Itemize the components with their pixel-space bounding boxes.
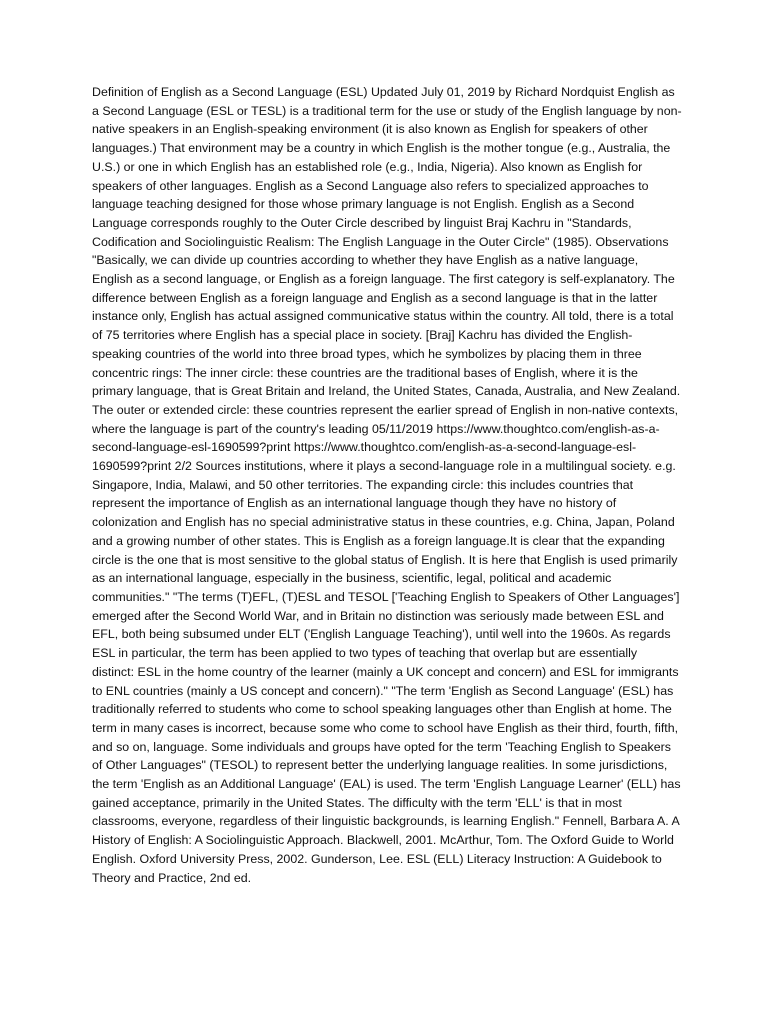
document-body-text: Definition of English as a Second Language (ESL) Updated July 01, 2019 by Richard Nordquist English as a Second Language (ESL or TESL) is a traditional term for the use or study of the English language by non-native speakers in an English-speaking environment (it is also known as English for speakers of other languages.) That environment may be a country in which English is the mother tongue (e.g., Australia, the U.S.) or one in which English has an established role (e.g., India, Nigeria). Also known as English for speakers of other languages. English as a Second Language also refers to specialized approaches to language teaching designed for those whose primary language is not English. English as a Second Language corresponds roughly to the Outer Circle described by linguist Braj Kachru in "Standards, Codification and Sociolinguistic Realism: The English Language in the Outer Circle" (1985). Observations "Basically, we can divide up countries according to whether they have English as a native language, English as a second language, or English as a foreign language. The first category is self-explanatory. The difference between English as a foreign language and English as a second language is that in the latter instance only, English has actual assigned communicative status within the country. All told, there is a total of 75 territories where English has a special place in society. [Braj] Kachru has divided the English-speaking countries of the world into three broad types, which he symbolizes by placing them in three concentric rings: The inner circle: these countries are the traditional bases of English, where it is the primary language, that is Great Britain and Ireland, the United States, Canada, Australia, and New Zealand. The outer or extended circle: these countries represent the earlier spread of English in non-native contexts, where the language is part of the country's leading 05/11/2019 https://www.thoughtco.com/english-as-a-second-language-esl-1690599?print https://www.thoughtco.com/english-as-a-second-language-esl-1690599?print 2/2 Sources institutions, where it plays a second-language role in a multilingual society. e.g. Singapore, India, Malawi, and 50 other territories. The expanding circle: this includes countries that represent the importance of English as an international language though they have no history of colonization and English has no special administrative status in these countries, e.g. China, Japan, Poland and a growing number of other states. This is English as a foreign language.It is clear that the expanding circle is the one that is most sensitive to the global status of English. It is here that English is used primarily as an international language, especially in the business, scientific, legal, political and academic communities." "The terms (T)EFL, (T)ESL and TESOL ['Teaching English to Speakers of Other Languages'] emerged after the Second World War, and in Britain no distinction was seriously made between ESL and EFL, both being subsumed under ELT ('English Language Teaching'), until well into the 1960s. As regards ESL in particular, the term has been applied to two types of teaching that overlap but are essentially distinct: ESL in the home country of the learner (mainly a UK concept and concern) and ESL for immigrants to ENL countries (mainly a US concept and concern)." "The term 'English as Second Language' (ESL) has traditionally referred to students who come to school speaking languages other than English at home. The term in many cases is incorrect, because some who come to school have English as their third, fourth, fifth, and so on, language. Some individuals and groups have opted for the term 'Teaching English to Speakers of Other Languages" (TESOL) to represent better the underlying language realities. In some jurisdictions, the term 'English as an Additional Language' (EAL) is used. The term 'English Language Learner' (ELL) has gained acceptance, primarily in the United States. The difficulty with the term 'ELL' is that in most classrooms, everyone, regardless of their linguistic backgrounds, is learning English." Fennell, Barbara A. A History of English: A Sociolinguistic Approach. Blackwell, 2001. McArthur, Tom. The Oxford Guide to World English. Oxford University Press, 2002. Gunderson, Lee. ESL (ELL) Literacy Instruction: A Guidebook to Theory and Practice, 2nd ed.: [92, 85, 682, 885]
document-page: [92, 83, 682, 943]
